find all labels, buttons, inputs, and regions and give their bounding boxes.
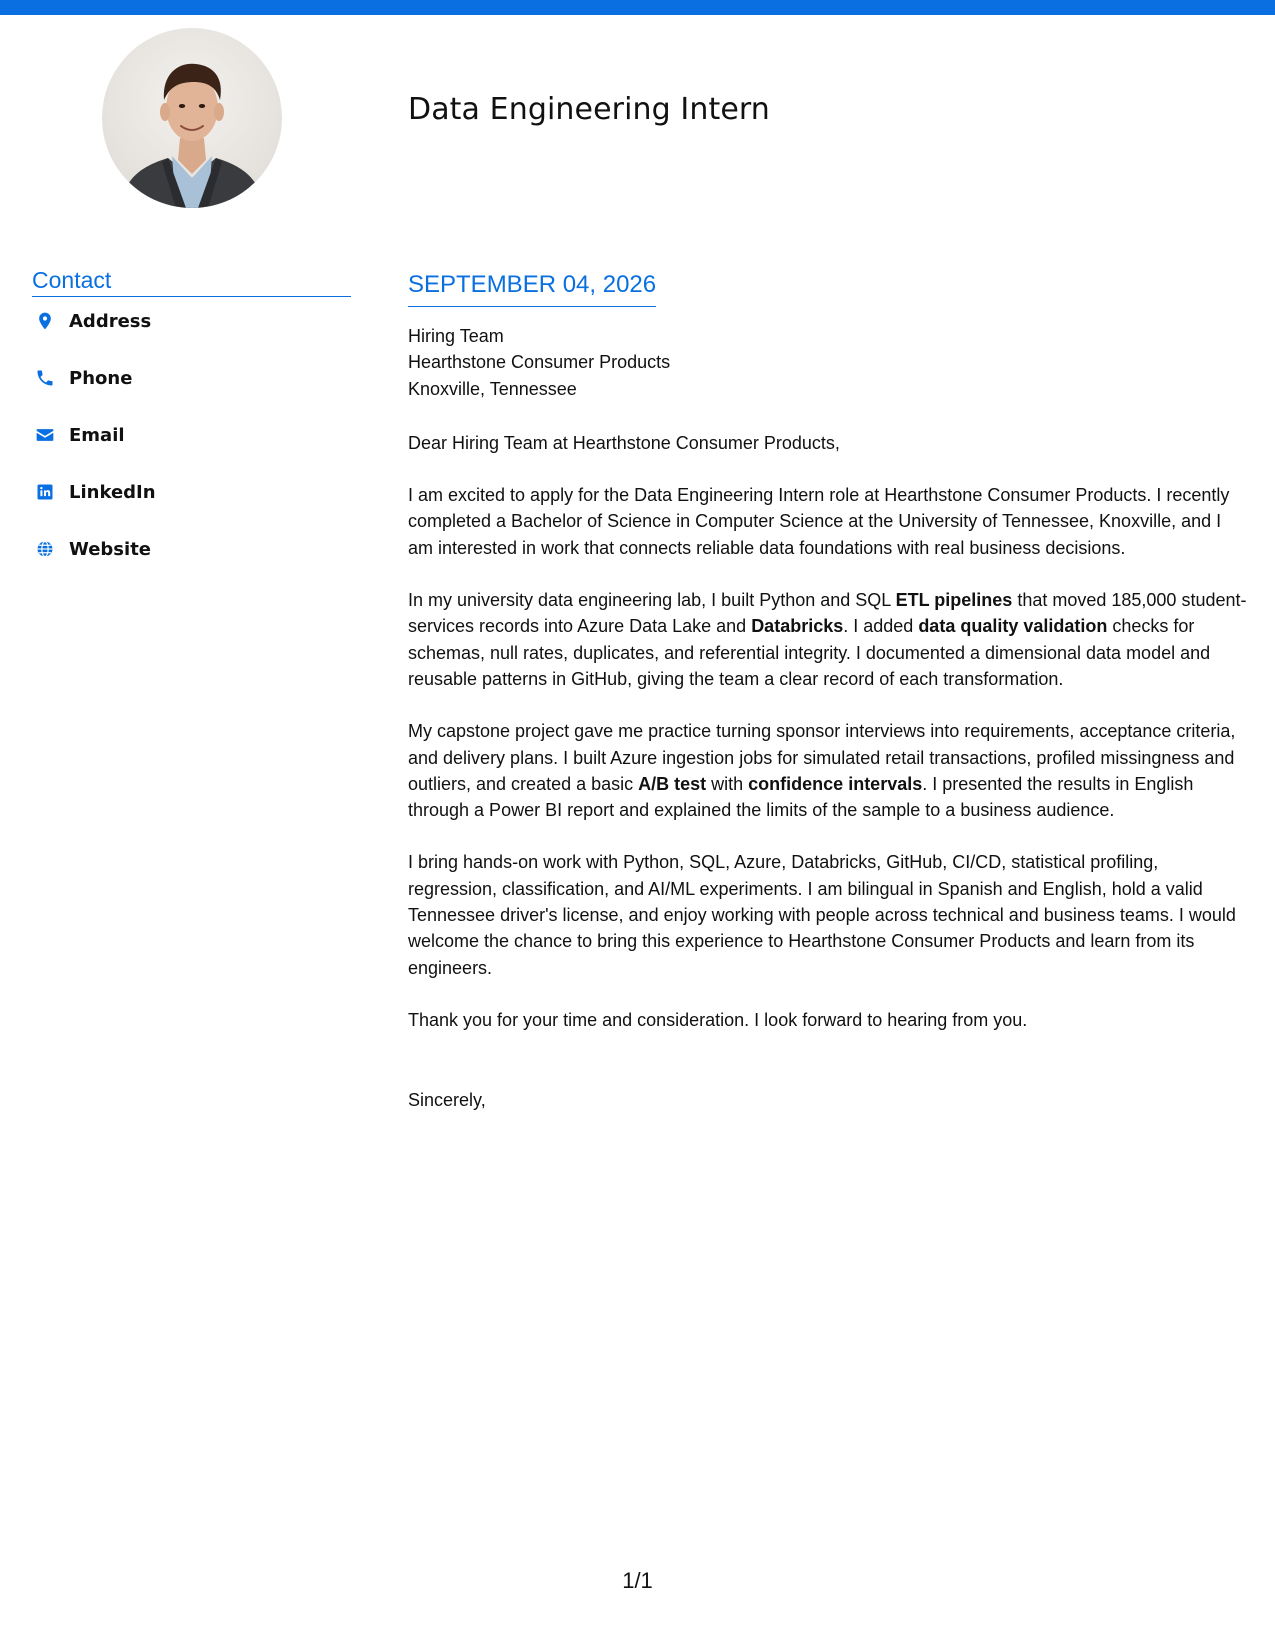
top-accent-bar <box>0 0 1275 15</box>
paragraph-3-bold-confidence: confidence intervals <box>748 773 923 794</box>
globe-icon <box>34 538 56 560</box>
contact-sidebar <box>32 266 351 592</box>
job-title: Data Engineering Intern <box>408 92 770 127</box>
paragraph-2 <box>408 587 1248 692</box>
paragraph-3-text-1: My capstone project gave me practice turning sponsor interviews into requirements, acceptance criteria, and delivery plans. I built Azure ingestion jobs for simulated retail transactions, profiled missingness and outliers, and created a basic <box>408 721 1236 794</box>
paragraph-3-text-2: with <box>706 773 749 794</box>
recipient-company: Hearthstone Consumer Products <box>408 352 671 373</box>
contact-item-phone[interactable] <box>32 364 351 392</box>
recipient-block <box>408 323 1248 402</box>
contact-label-phone: Phone <box>69 367 133 389</box>
paragraph-2-bold-validation: data quality validation <box>918 616 1108 637</box>
letter-body <box>408 270 1248 1114</box>
recipient-location: Knoxville, Tennessee <box>408 378 577 399</box>
contact-label-address: Address <box>69 310 152 332</box>
paragraph-2-text-3: . I added <box>843 616 919 637</box>
paragraph-2-text-2: that moved 185,000 student-services records into Azure Data Lake and <box>408 590 1247 637</box>
paragraph-2-bold-etl: ETL pipelines <box>895 590 1013 611</box>
contact-item-website[interactable] <box>32 535 351 563</box>
profile-photo <box>102 28 282 208</box>
contact-label-website: Website <box>69 538 152 560</box>
paragraph-2-bold-databricks: Databricks <box>751 616 844 637</box>
greeting: Dear Hiring Team at Hearthstone Consumer Products, <box>408 432 840 453</box>
paragraph-2-text-1: In my university data engineering lab, I built Python and SQL <box>408 590 896 611</box>
contact-list <box>32 307 351 563</box>
phone-icon <box>34 367 56 389</box>
paragraph-1: I am excited to apply for the Data Engineering Intern role at Hearthstone Consumer Products. I recently completed a Bachelor of Science in Computer Science at the University of Tennessee, Knoxville, and I am interested in work that connects reliable data foundations with real business decisions. <box>408 485 1230 558</box>
envelope-icon <box>34 424 56 446</box>
contact-item-linkedin[interactable] <box>32 478 351 506</box>
page-number: 1/1 <box>622 1568 653 1593</box>
recipient-name: Hiring Team <box>408 326 504 346</box>
linkedin-icon <box>34 481 56 503</box>
contact-heading: Contact <box>32 266 351 297</box>
paragraph-3-bold-ab-test: A/B test <box>638 773 707 794</box>
closing-line: Thank you for your time and consideration. I look forward to hearing from you. <box>408 1009 1028 1030</box>
paragraph-3 <box>408 718 1248 823</box>
contact-item-address[interactable] <box>32 307 351 335</box>
letter-date: SEPTEMBER 04, 2026 <box>408 270 656 307</box>
paragraph-3-text-3: . I presented the results in English through a Power BI report and explained the limits of the sample to a business audience. <box>408 773 1194 821</box>
paragraph-2-text-4: checks for schemas, null rates, duplicates, and referential integrity. I documented a dimensional data model and reusable patterns in GitHub, giving the team a clear record of each transformation. <box>408 616 1211 689</box>
contact-label-email: Email <box>69 424 125 446</box>
paragraph-4: I bring hands-on work with Python, SQL, Azure, Databricks, GitHub, CI/CD, statistical profiling, regression, classification, and AI/ML experiments. I am bilingual in Spanish and English, hold a valid Tennessee driver's license, and enjoy working with people across technical and business teams. I would welcome the chance to bring this experience to Hearthstone Consumer Products and learn from its engineers. <box>408 852 1236 978</box>
contact-label-linkedin: LinkedIn <box>69 481 156 503</box>
signoff: Sincerely, <box>408 1090 486 1111</box>
contact-item-email[interactable] <box>32 421 351 449</box>
avatar <box>102 28 282 208</box>
map-pin-icon <box>34 310 56 332</box>
